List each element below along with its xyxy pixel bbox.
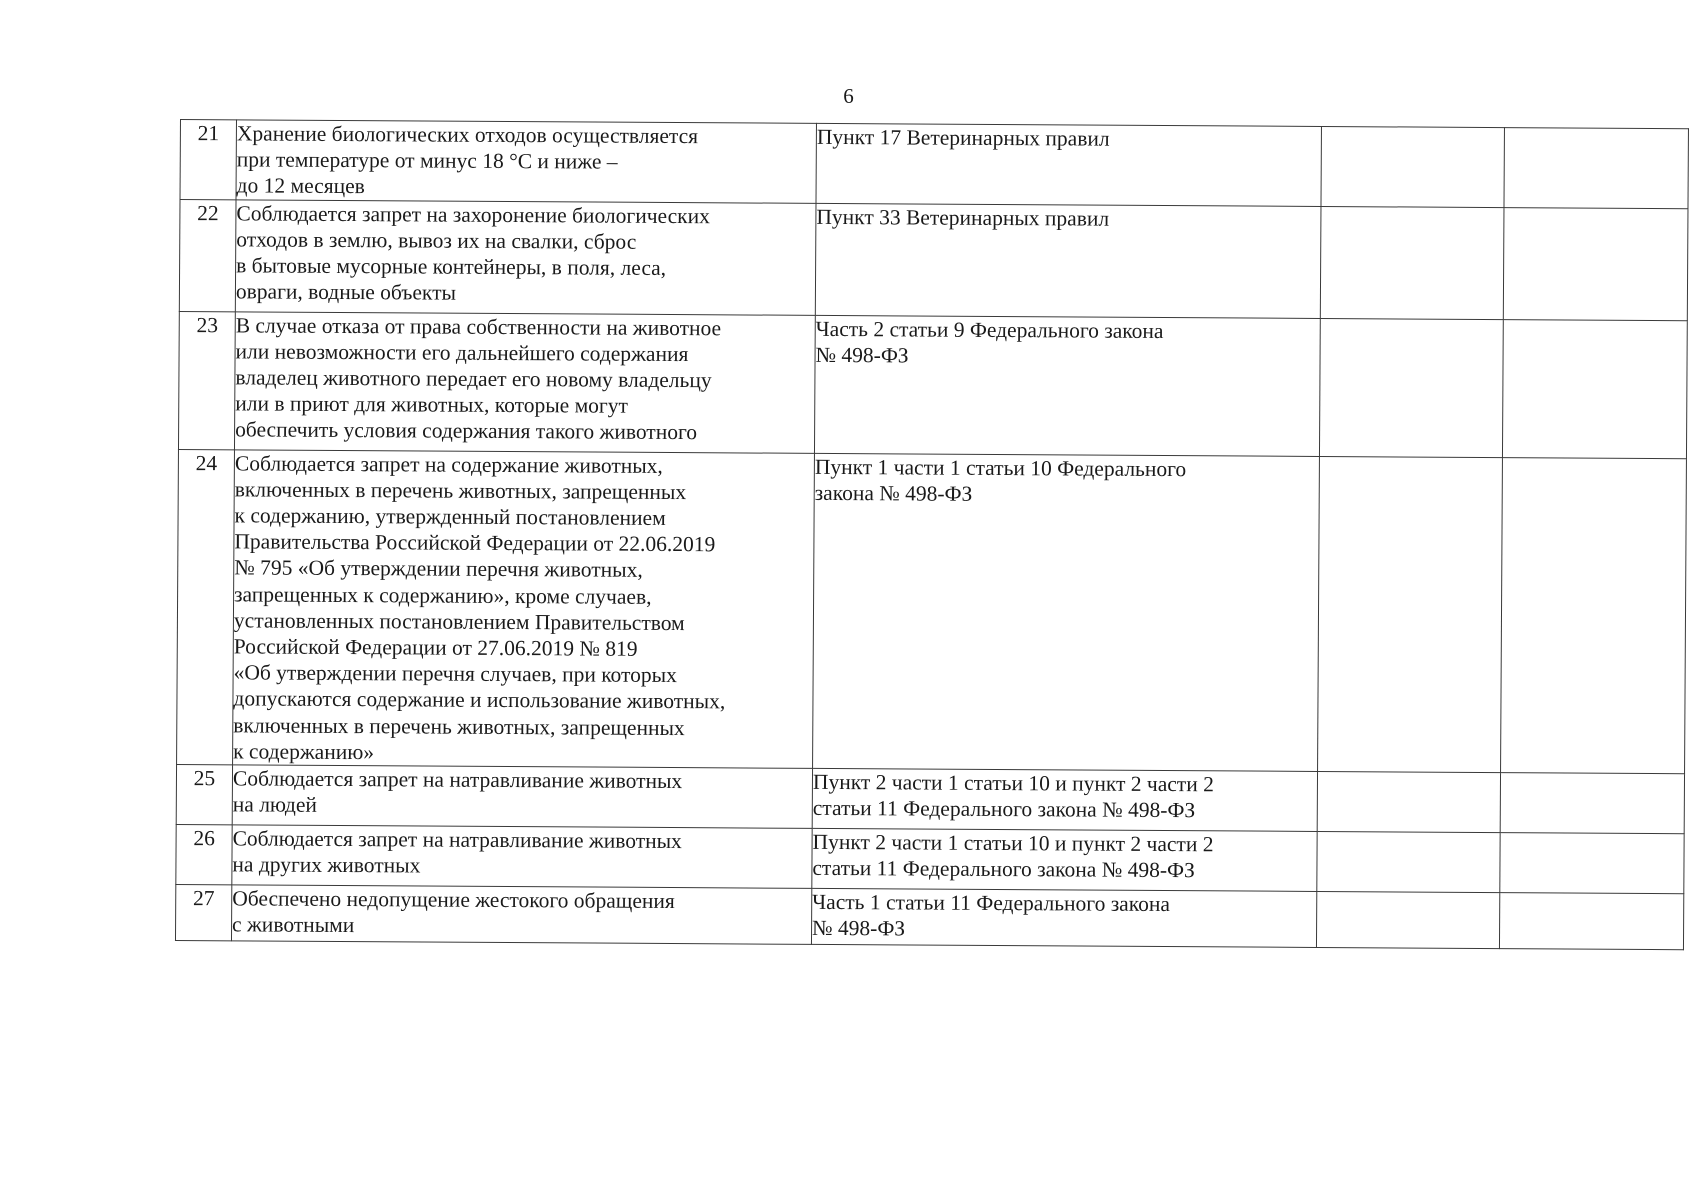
note-cell[interactable]: [1503, 207, 1688, 320]
legal-reference-cell: [812, 828, 1317, 891]
requirement-text: Соблюдается запрет на захоронение биологических отходов в землю, вывоз их на свалки, сброс в бытовые мусорные контейнеры, в поля, леса, овраги, водные объекты: [235, 200, 710, 305]
requirement-cell: [236, 120, 816, 203]
requirement-text: В случае отказа от права собственности на животное или невозможности его дальнейшего содержания владелец животного передает его новому владельцу или в приют для животных, которые могут обеспечить условия содержания такого животного: [235, 312, 722, 445]
legal-reference-text: Пункт 1 части 1 статьи 10 Федерального закона № 498-ФЗ: [814, 454, 1187, 506]
legal-reference-text: Часть 1 статьи 11 Федерального закона № 498-ФЗ: [811, 889, 1170, 941]
legal-reference-cell: [815, 203, 1321, 318]
requirement-cell: [234, 311, 815, 453]
answer-cell[interactable]: [1316, 892, 1499, 949]
row-number: 21: [180, 120, 236, 200]
legal-reference-cell: [814, 315, 1320, 456]
note-cell[interactable]: [1499, 893, 1683, 950]
legal-reference-text: Пункт 2 части 1 статьи 10 и пункт 2 части 2 статьи 11 Федерального закона № 498-ФЗ: [812, 769, 1214, 823]
requirement-text: Обеспечено недопущение жестокого обращения с животными: [232, 886, 675, 938]
answer-cell[interactable]: [1317, 832, 1500, 893]
note-cell[interactable]: [1502, 319, 1687, 458]
row-number: 23: [178, 311, 235, 449]
answer-cell[interactable]: [1318, 456, 1503, 773]
requirement-text: Хранение биологических отходов осуществляется при температуре от минус 18 °С и ниже – до 12 месяцев: [236, 121, 699, 199]
note-cell[interactable]: [1501, 457, 1687, 774]
requirement-cell: [235, 199, 816, 315]
legal-reference-cell: [812, 768, 1317, 831]
table-row: [180, 120, 1688, 209]
legal-reference-cell: [811, 888, 1316, 947]
table-row: [175, 885, 1683, 950]
requirement-text: Соблюдается запрет на натравливание животных на людей: [232, 766, 683, 818]
checklist-table: [175, 119, 1689, 950]
row-number: 25: [176, 765, 232, 825]
legal-reference-text: Пункт 17 Ветеринарных правил: [816, 124, 1110, 151]
answer-cell[interactable]: [1320, 206, 1504, 319]
note-cell[interactable]: [1500, 773, 1684, 834]
answer-cell[interactable]: [1319, 318, 1503, 457]
table-row: [179, 199, 1688, 320]
table-row: [178, 311, 1687, 458]
requirement-cell: [231, 885, 811, 945]
legal-reference-text: Пункт 33 Ветеринарных правил: [816, 204, 1110, 231]
legal-reference-text: Часть 2 статьи 9 Федерального закона № 498-ФЗ: [815, 316, 1164, 368]
requirement-cell: [232, 825, 812, 889]
note-cell[interactable]: [1504, 128, 1688, 209]
note-cell[interactable]: [1500, 833, 1684, 894]
legal-reference-cell: [816, 123, 1321, 206]
legal-reference-cell: [813, 453, 1320, 772]
legal-reference-text: Пункт 2 части 1 статьи 10 и пункт 2 части 2 статьи 11 Федерального закона № 498-ФЗ: [812, 829, 1214, 883]
page-number: 6: [843, 84, 854, 108]
requirement-cell: [233, 449, 815, 768]
row-number: 24: [177, 449, 235, 765]
table-row: [177, 449, 1687, 774]
answer-cell[interactable]: [1321, 126, 1504, 207]
row-number: 27: [175, 885, 231, 941]
requirement-cell: [232, 765, 812, 829]
table-row: [176, 765, 1684, 834]
row-number: 26: [176, 825, 232, 885]
requirement-text: Соблюдается запрет на содержание животных, включенных в перечень животных, запрещенных к содержанию, утвержденный постановлением Правительства Российской Федерации от 22.06.2019 № 795 «Об утверждении перечня животных, запрещенных к содержанию», кроме случаев, установленных постановлением Правительством Российской Федерации от 27.06.2019 № 819 «Об утверждении перечня случаев, при которых допускаются содержание и использование животных, включенных в перечень животных, запрещенных к содержанию»: [233, 450, 726, 765]
row-number: 22: [179, 199, 236, 311]
table-row: [176, 825, 1684, 894]
requirement-text: Соблюдается запрет на натравливание животных на других животных: [232, 826, 682, 878]
answer-cell[interactable]: [1317, 772, 1500, 833]
